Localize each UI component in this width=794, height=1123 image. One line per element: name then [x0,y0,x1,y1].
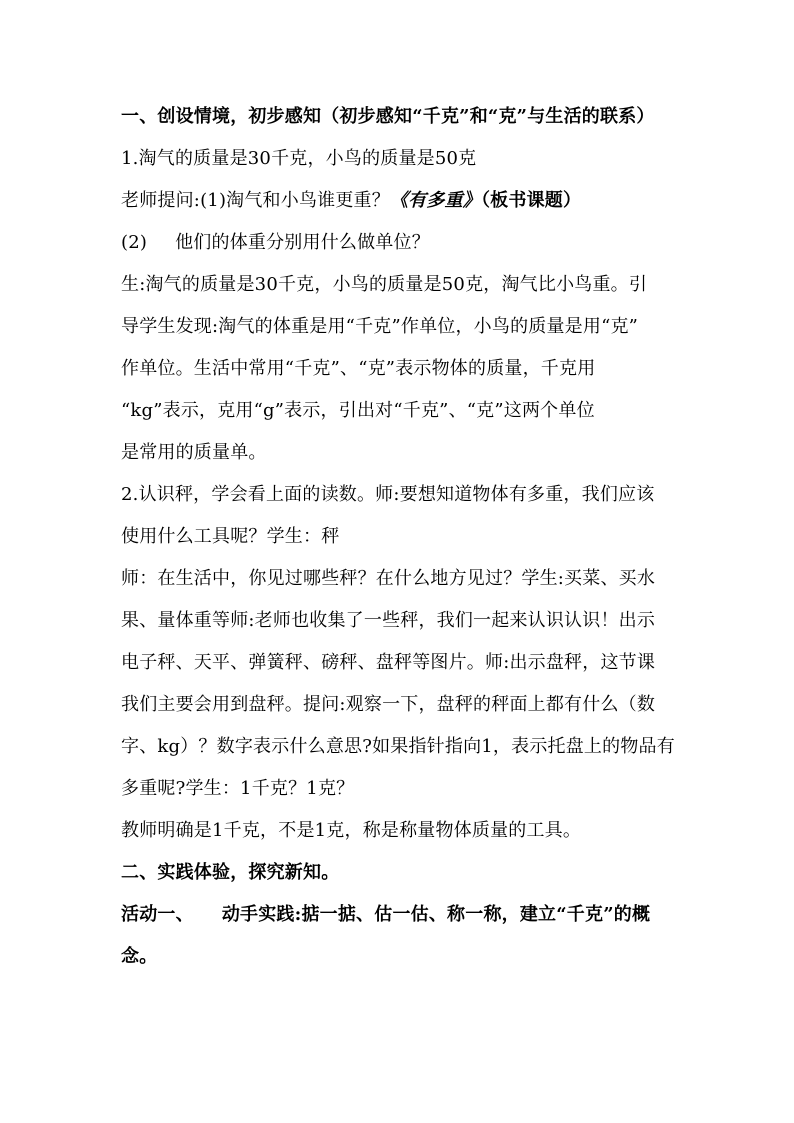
teacher-clarification: 教师明确是1千克，不是1克，称是称量物体质量的工具。 [121,820,582,841]
lesson-title: 《有多重》 [389,190,481,211]
activity-one-continuation: 念。 [121,946,158,967]
question-2-text: 他们的体重分别用什么做单位？ [175,232,430,253]
scale-discussion-line-1: 师：在生活中，你见过哪些秤？在什么地方见过？学生:买菜、买水 [121,568,656,589]
board-note: （板书课题） [480,190,582,211]
activity-one-line [121,903,721,927]
student-answer-line-5: 是常用的质量单。 [121,442,267,463]
student-answer-line-2: 导学生发现:淘气的体重是用“千克”作单位，小鸟的质量是用“克” [121,316,639,337]
section2-heading: 二、实践体验，探究新知。 [121,862,340,883]
scale-discussion-line-2: 果、量体重等师:老师也收集了一些秤，我们一起来认识认识！出示 [121,610,656,631]
scale-discussion-line-3: 电子秤、天平、弹簧秤、磅秤、盘秤等图片。师:出示盘秤，这节课 [121,652,656,673]
paragraph-teacher-question [121,189,721,213]
student-answer-line-4: “kg”表示，克用“g”表示，引出对“千克”、“克”这两个单位 [121,400,595,421]
question-text: 老师提问:(1)淘气和小鸟谁更重？ [121,190,390,211]
section1-heading: 一、创设情境，初步感知（初步感知“千克”和“克”与生活的联系） [121,106,655,127]
activity-label: 活动一、 [121,904,194,925]
student-answer-line-1: 生:淘气的质量是30千克，小鸟的质量是50克，淘气比小鸟重。引 [121,274,648,295]
scale-intro-line-2: 使用什么工具呢？学生：秤 [121,526,340,547]
scale-discussion-line-4: 我们主要会用到盘秤。提问:观察一下，盘秤的秤面上都有什么（数 [121,694,656,715]
paragraph-qiqi-weight: 1.淘气的质量是30千克，小鸟的质量是50克 [121,148,477,169]
student-answer-line-3: 作单位。生活中常用“千克”、“克”表示物体的质量，千克用 [121,358,596,379]
scale-discussion-line-6: 多重呢?学生：1千克？1克？ [121,778,355,799]
scale-intro-line-1: 2.认识秤，学会看上面的读数。师:要想知道物体有多重，我们应该 [121,484,655,505]
activity-text: 动手实践:掂一掂、估一估、称一称，建立“千克”的概 [221,904,651,925]
question-number: (2) [121,232,148,253]
scale-discussion-line-5: 字、kg）？数字表示什么意思?如果指针指向1，表示托盘上的物品有 [121,736,675,757]
paragraph-question-2 [121,231,721,255]
